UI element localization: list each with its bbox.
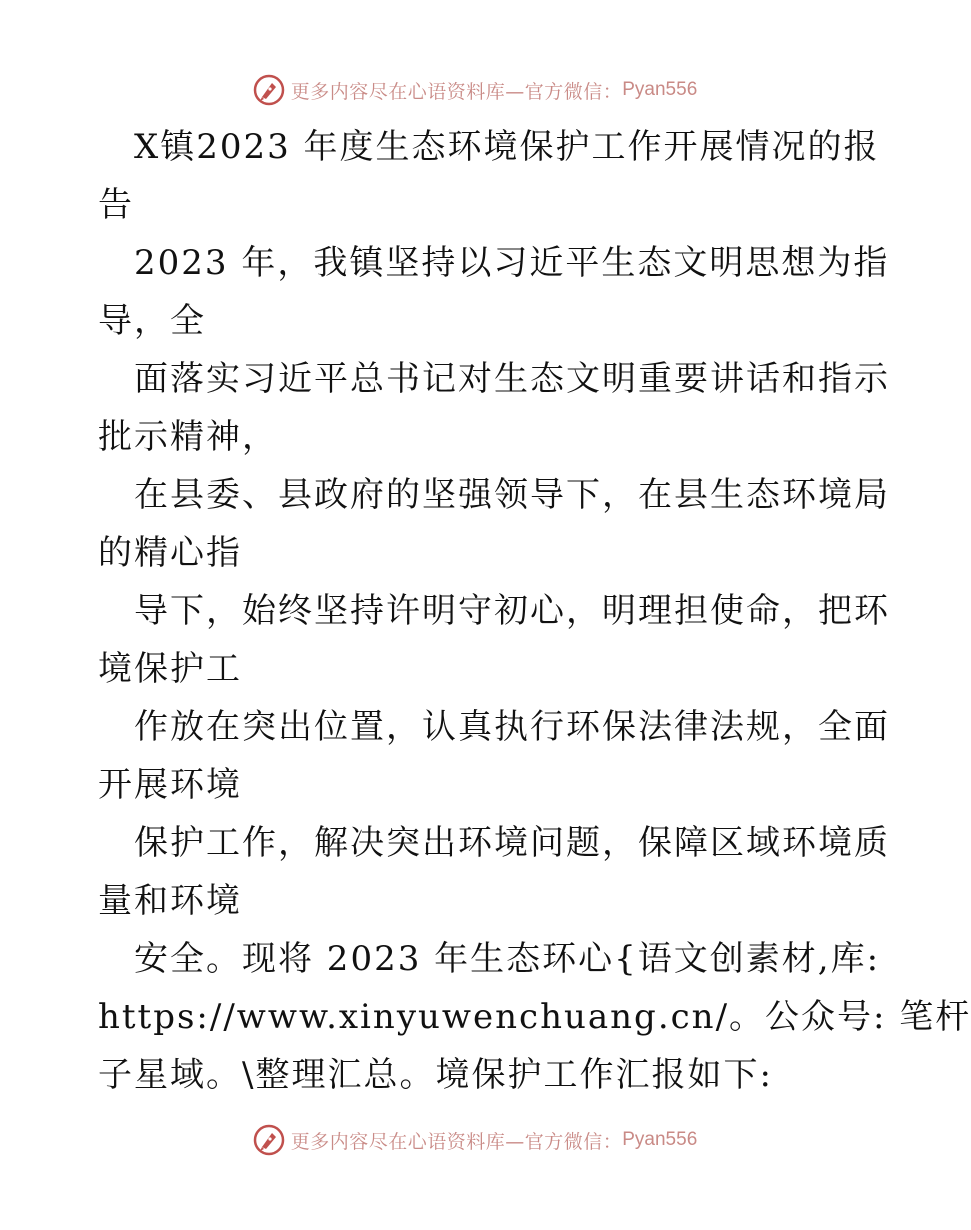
pen-nib-logo-icon [253,1124,285,1156]
paragraph-line: 批示精神， [98,417,278,457]
paragraph-line: 在县委、县政府的坚强领导下，在县生态环境局 [134,475,890,515]
header-watermark [0,70,950,110]
document-body [98,118,971,1104]
paragraph-line: 子星域。\整理汇总。境保护工作汇报如下: [98,1055,773,1095]
paragraph-line: 保护工作，解决突出环境问题，保障区域环境质 [134,823,890,863]
title-line-1: X镇2023 年度生态环境保护工作开展情况的报 [134,127,880,167]
paragraph-line: 开展环境 [98,765,242,805]
paragraph-line: 安全。现将 2023 年生态环心{语文创素材,库: [134,939,881,979]
watermark-brand: Pyan556 [622,79,698,100]
paragraph-line: 导，全 [98,301,206,341]
paragraph-line: 境保护工 [98,649,242,689]
footer-watermark [0,1120,950,1160]
paragraph-line: 的精心指 [98,533,242,573]
watermark-brand: Pyan556 [622,1129,698,1150]
paragraph-line: 导下，始终坚持许明守初心，明理担使命，把环 [134,591,890,631]
paragraph-line: 面落实习近平总书记对生态文明重要讲话和指示 [134,359,890,399]
paragraph-line: 作放在突出位置，认真执行环保法律法规，全面 [134,707,890,747]
watermark-text: 更多内容尽在心语资料库—官方微信： [290,1130,623,1153]
paragraph-line: 量和环境 [98,881,242,921]
watermark-text: 更多内容尽在心语资料库—官方微信： [290,80,623,103]
paragraph-line: 2023 年，我镇坚持以习近平生态文明思想为指 [134,243,890,283]
pen-nib-logo-icon [253,74,285,106]
title-line-2: 告 [98,185,134,225]
paragraph-line: https://www.xinyuwenchuang.cn/。公众号: 笔杆 [98,997,971,1037]
